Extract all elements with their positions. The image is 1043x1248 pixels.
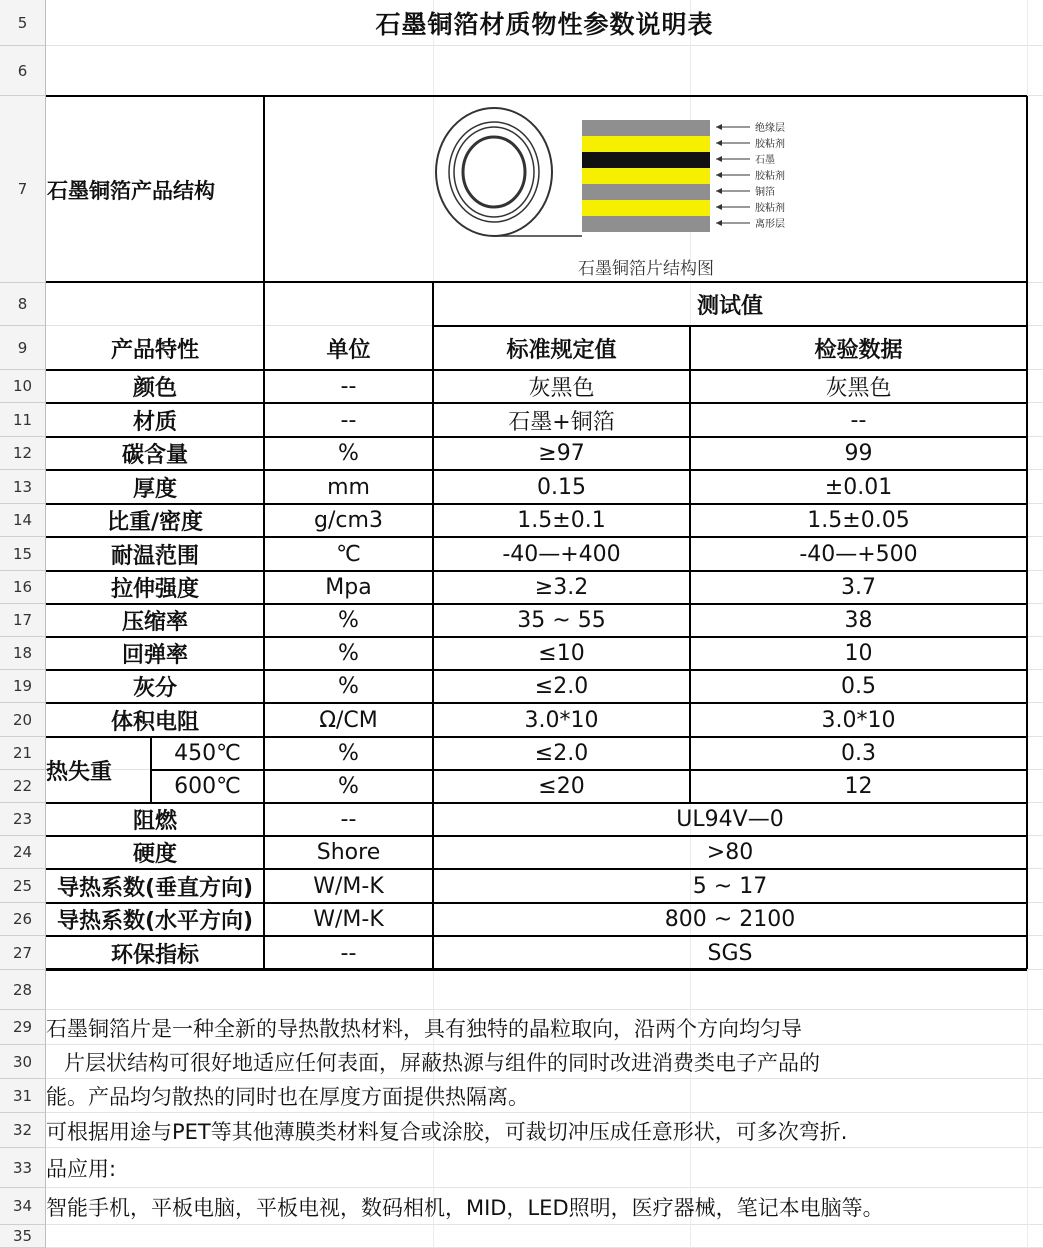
layer-bar	[582, 184, 710, 200]
heat-loss-label: 热失重	[46, 759, 113, 785]
layer-bar	[582, 200, 710, 216]
header-inspection: 检验数据	[814, 337, 903, 363]
row-header[interactable]: 33	[0, 1148, 46, 1188]
inspection-value: 1.5±0.05	[807, 508, 910, 533]
property-unit: --	[340, 407, 357, 433]
layer-bar	[582, 168, 710, 184]
standard-value: 灰黑色	[528, 376, 595, 401]
merged-value: UL94V—0	[676, 807, 784, 832]
row-header[interactable]: 10	[0, 370, 46, 403]
row-header[interactable]: 12	[0, 437, 46, 470]
inspection-value: --	[850, 407, 867, 433]
standard-value: ≥97	[538, 441, 585, 466]
standard-value: 石墨+铜箔	[508, 409, 615, 435]
arrow-head-icon	[716, 188, 722, 194]
inspection-value: 0.5	[841, 674, 876, 699]
property-name: 耐温范围	[110, 543, 199, 569]
row-header[interactable]: 30	[0, 1045, 46, 1079]
standard-value: 0.15	[537, 474, 586, 500]
structure-caption: 石墨铜箔片结构图	[578, 258, 714, 279]
property-name: 导热系数(垂直方向)	[56, 875, 254, 901]
row-header[interactable]: 25	[0, 869, 46, 903]
structure-label: 石墨铜箔产品结构	[47, 179, 215, 203]
inspection-value: 3.0*10	[821, 707, 896, 733]
header-property: 产品特性	[110, 337, 199, 363]
row-header[interactable]: 22	[0, 770, 46, 803]
layer-label: 胶粘剂	[755, 203, 785, 214]
arrow-head-icon	[716, 220, 722, 226]
standard-value: 35 ~ 55	[517, 608, 606, 633]
standard-value: ≤2.0	[534, 741, 589, 766]
property-name: 颜色	[132, 376, 177, 401]
standard-value: ≤2.0	[534, 674, 589, 699]
property-name: 材质	[132, 409, 177, 435]
property-name: 回弹率	[121, 643, 188, 668]
property-unit: %	[338, 674, 359, 699]
inspection-value: 12	[844, 774, 873, 799]
row-header[interactable]: 5	[0, 0, 46, 46]
row-header[interactable]: 11	[0, 403, 46, 437]
property-unit: %	[338, 741, 359, 766]
layer-label: 绝缘层	[755, 123, 785, 134]
table-border	[46, 969, 1027, 971]
property-unit: W/M-K	[313, 907, 384, 932]
property-name: 阻燃	[132, 809, 177, 834]
inspection-value: 3.7	[841, 575, 876, 600]
merged-value: SGS	[707, 940, 753, 966]
property-unit: %	[338, 774, 359, 799]
table-border	[46, 95, 1027, 97]
property-name: 硬度	[132, 842, 177, 867]
row-header[interactable]: 23	[0, 803, 46, 836]
header-test-value: 测试值	[696, 294, 763, 319]
layer-label: 胶粘剂	[755, 139, 785, 150]
heat-loss-temp: 600℃	[174, 774, 241, 799]
layer-label: 胶粘剂	[755, 171, 785, 182]
description-line: 品应用:	[46, 1157, 117, 1181]
row-header[interactable]: 32	[0, 1113, 46, 1148]
property-unit: W/M-K	[313, 873, 384, 899]
arrow-head-icon	[716, 204, 722, 210]
arrow-head-icon	[716, 140, 722, 146]
layer-bar	[582, 216, 710, 232]
structure-diagram	[420, 100, 820, 250]
standard-value: 3.0*10	[524, 707, 599, 733]
standard-value: ≤20	[538, 774, 585, 799]
inspection-value: 0.3	[841, 741, 876, 766]
merged-value: 5 ~ 17	[692, 873, 768, 899]
standard-value: 1.5±0.1	[517, 508, 606, 533]
layer-bar	[582, 120, 710, 136]
row-header[interactable]: 14	[0, 504, 46, 537]
row-header[interactable]: 21	[0, 737, 46, 770]
header-unit: 单位	[326, 337, 371, 363]
inspection-value: 38	[844, 608, 873, 633]
property-unit: --	[340, 807, 357, 832]
property-unit: --	[340, 940, 357, 966]
row-header[interactable]: 8	[0, 283, 46, 326]
inspection-value: ±0.01	[824, 474, 893, 500]
layer-bar	[582, 152, 710, 168]
row-header[interactable]: 19	[0, 670, 46, 703]
property-unit: --	[340, 374, 357, 399]
layer-label: 石墨	[755, 155, 775, 166]
property-name: 环保指标	[110, 942, 199, 968]
description-line: 可根据用途与PET等其他薄膜类材料复合或涂胶，可裁切冲压成任意形状，可多次弯折.	[46, 1119, 848, 1144]
property-name: 拉伸强度	[110, 577, 199, 602]
property-unit: %	[338, 608, 359, 633]
standard-value: ≥3.2	[534, 575, 589, 600]
property-name: 灰分	[132, 676, 177, 701]
property-unit: Mpa	[325, 575, 372, 600]
row-header[interactable]: 18	[0, 637, 46, 670]
row-header[interactable]: 28	[0, 970, 46, 1010]
description-line: 石墨铜箔片是一种全新的导热散热材料，具有独特的晶粒取向，沿两个方向均匀导	[46, 1016, 802, 1041]
heat-loss-temp: 450℃	[174, 741, 241, 766]
row-header[interactable]: 16	[0, 571, 46, 604]
row-header[interactable]: 24	[0, 836, 46, 869]
description-line: 智能手机，平板电脑，平板电视，数码相机，MID，LED照明，医疗器械，笔记本电脑等。	[46, 1195, 884, 1220]
merged-value: 800 ~ 2100	[664, 907, 796, 932]
row-header[interactable]: 15	[0, 537, 46, 571]
standard-value: ≤10	[538, 641, 585, 666]
property-unit: Shore	[316, 840, 381, 865]
arrow-head-icon	[716, 124, 722, 130]
property-name: 压缩率	[121, 610, 188, 635]
property-name: 导热系数(水平方向)	[56, 909, 254, 934]
row-header[interactable]: 17	[0, 604, 46, 637]
row-header[interactable]: 7	[0, 96, 46, 283]
row-header[interactable]: 13	[0, 470, 46, 504]
inspection-value: 灰黑色	[825, 376, 892, 401]
row-header[interactable]: 31	[0, 1079, 46, 1113]
property-name: 碳含量	[121, 443, 188, 468]
property-unit: %	[338, 441, 359, 466]
property-unit: mm	[327, 474, 370, 500]
roll-icon	[436, 108, 582, 236]
description-line: 片层状结构可很好地适应任何表面，屏蔽热源与组件的同时改进消费类电子产品的	[64, 1051, 820, 1075]
property-unit: Ω/CM	[319, 707, 378, 733]
row-header[interactable]: 35	[0, 1225, 46, 1248]
property-unit: %	[338, 641, 359, 666]
row-header[interactable]: 20	[0, 703, 46, 737]
layer-label: 铜箔	[755, 187, 775, 198]
row-header[interactable]: 34	[0, 1188, 46, 1225]
inspection-value: -40—+500	[799, 541, 918, 567]
standard-value: -40—+400	[502, 541, 621, 567]
row-header[interactable]: 26	[0, 903, 46, 936]
merged-value: >80	[706, 840, 754, 865]
property-name: 厚度	[132, 476, 177, 502]
row-header[interactable]: 9	[0, 326, 46, 370]
property-unit: g/cm3	[314, 508, 383, 533]
row-header[interactable]: 27	[0, 936, 46, 970]
arrow-head-icon	[716, 172, 722, 178]
row-header[interactable]: 6	[0, 46, 46, 96]
inspection-value: 99	[844, 441, 873, 466]
description-line: 能。产品均匀散热的同时也在厚度方面提供热隔离。	[46, 1085, 529, 1109]
page-title: 石墨铜箔材质物性参数说明表	[375, 10, 714, 39]
property-name: 体积电阻	[110, 709, 199, 735]
inspection-value: 10	[844, 641, 873, 666]
layer-bar	[582, 136, 710, 152]
arrow-head-icon	[716, 156, 722, 162]
header-standard: 标准规定值	[506, 337, 617, 363]
row-header[interactable]: 29	[0, 1010, 46, 1045]
layer-label: 离形层	[755, 219, 785, 230]
property-name: 比重/密度	[106, 510, 204, 535]
property-unit: ℃	[336, 541, 361, 567]
